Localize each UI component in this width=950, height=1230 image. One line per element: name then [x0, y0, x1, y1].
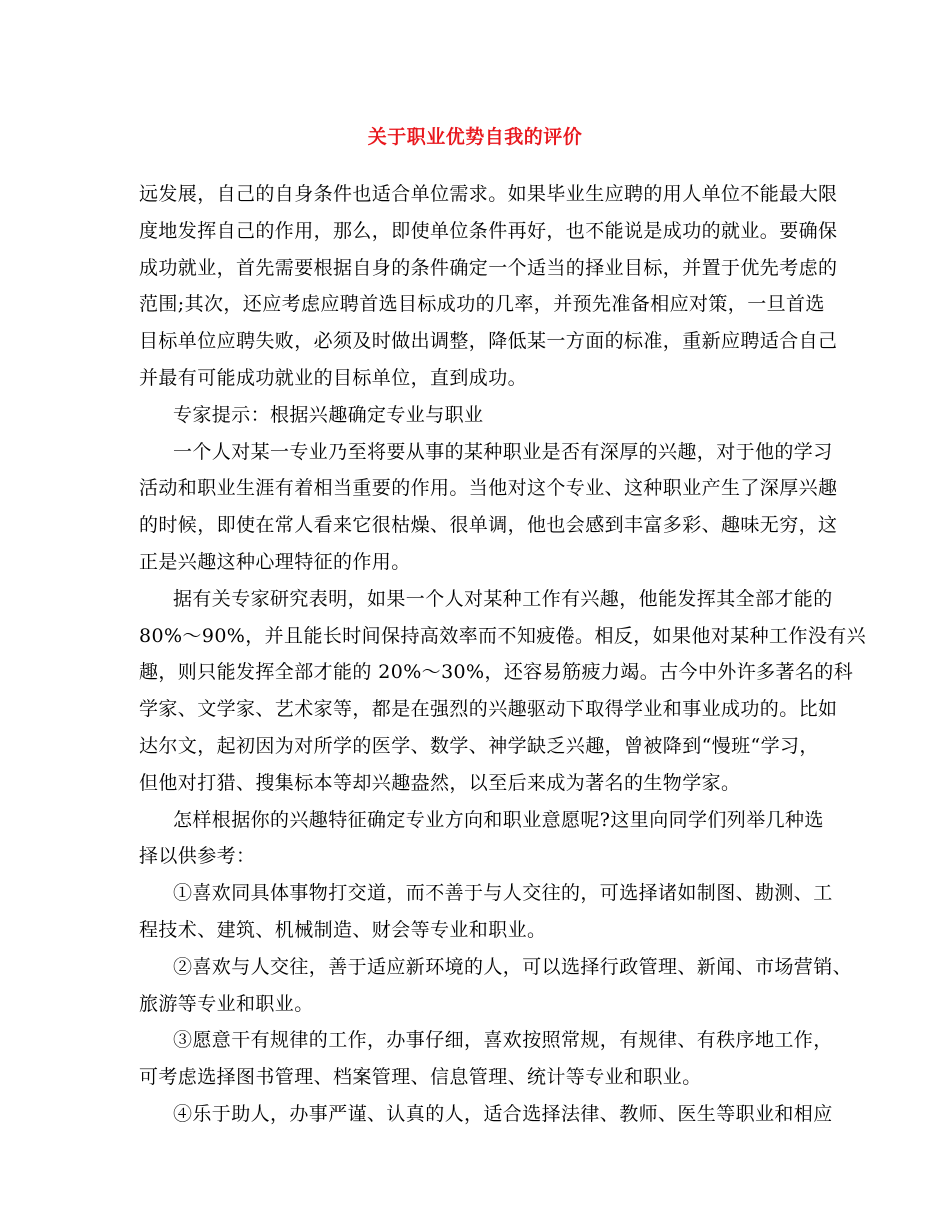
- text-line: ④乐于助人，办事严谨、认真的人，适合选择法律、教师、医生等职业和相应: [173, 1102, 833, 1125]
- text-line: 成功就业，首先需要根据自身的条件确定一个适当的择业目标，并置于优先考虑的: [139, 256, 838, 279]
- text-line: ③愿意干有规律的工作，办事仔细，喜欢按照常规，有规律、有秩序地工作，: [173, 1029, 833, 1052]
- document-title: 关于职业优势自我的评价: [367, 126, 583, 148]
- text-line: 达尔文，起初因为对所学的医学、数学、神学缺乏兴趣，曾被降到“慢班“学习，: [139, 734, 819, 757]
- text-line: 度地发挥自己的作用，那么，即使单位条件再好，也不能说是成功的就业。要确保: [139, 219, 838, 242]
- text-line: 程技术、建筑、机械制造、财会等专业和职业。: [139, 918, 547, 941]
- text-line: ②喜欢与人交往，善于适应新环境的人，可以选择行政管理、新闻、市场营销、: [173, 955, 853, 978]
- text-line: 并最有可能成功就业的目标单位，直到成功。: [139, 366, 528, 389]
- text-line: 但他对打猎、搜集标本等却兴趣盎然，以至后来成为著名的生物学家。: [139, 771, 741, 794]
- text-line: 范围;其次，还应考虑应聘首选目标成功的几率，并预先准备相应对策，一旦首选: [139, 293, 825, 316]
- text-line: 旅游等专业和职业。: [139, 992, 314, 1015]
- text-line: 目标单位应聘失败，必须及时做出调整，降低某一方面的标准，重新应聘适合自己: [139, 330, 838, 353]
- text-line: ①喜欢同具体事物打交道，而不善于与人交往的，可选择诸如制图、勘测、工: [173, 882, 833, 905]
- text-line: 趣，则只能发挥全部才能的 20%～30%，还容易筋疲力竭。古今中外许多著名的科: [139, 661, 854, 684]
- text-line: 一个人对某一专业乃至将要从事的某种职业是否有深厚的兴趣，对于他的学习: [173, 440, 833, 463]
- text-line: 80%～90%，并且能长时间保持高效率而不知疲倦。相反，如果他对某种工作没有兴: [139, 624, 867, 647]
- text-line: 择以供参考：: [139, 845, 256, 868]
- text-line: 正是兴趣这种心理特征的作用。: [139, 550, 411, 573]
- text-line: 专家提示：根据兴趣确定专业与职业: [173, 403, 484, 426]
- text-line: 活动和职业生涯有着相当重要的作用。当他对这个专业、这种职业产生了深厚兴趣: [139, 477, 838, 500]
- document-body: [139, 176, 867, 1133]
- text-line: 怎样根据你的兴趣特征确定专业方向和职业意愿呢?这里向同学们列举几种选: [173, 808, 824, 831]
- text-line: 可考虑选择图书管理、档案管理、信息管理、统计等专业和职业。: [139, 1066, 702, 1089]
- text-line: 的时候，即使在常人看来它很枯燥、很单调，他也会感到丰富多彩、趣味无穷，这: [139, 514, 838, 537]
- text-line: 远发展，自己的自身条件也适合单位需求。如果毕业生应聘的用人单位不能最大限: [139, 183, 838, 205]
- text-line: 学家、文学家、艺术家等，都是在强烈的兴趣驱动下取得学业和事业成功的。比如: [139, 698, 838, 721]
- text-line: 据有关专家研究表明，如果一个人对某种工作有兴趣，他能发挥其全部才能的: [173, 587, 833, 610]
